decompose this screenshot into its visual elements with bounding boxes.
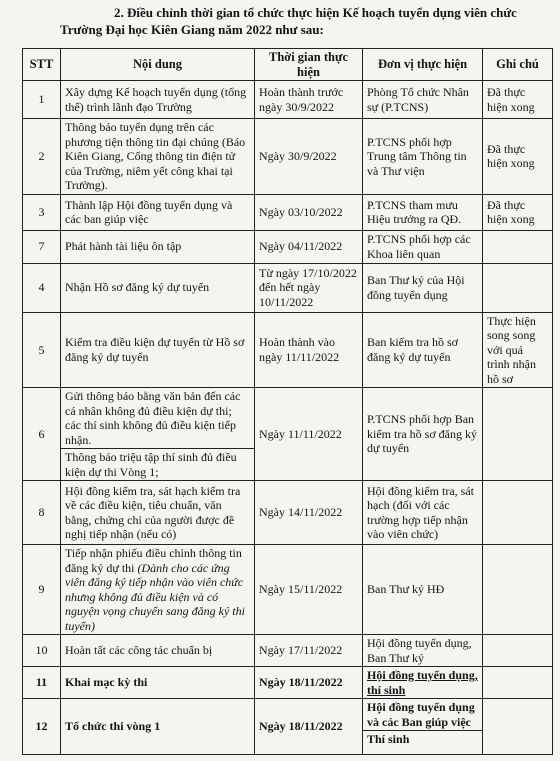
row-content: Thành lập Hội đồng tuyển dụng và các ban giúp việc — [61, 194, 255, 230]
row-unit: Hội đồng tuyển dụng, thí sinh — [363, 667, 483, 699]
row-stt: 12 — [23, 699, 61, 755]
row-content: Nhận Hồ sơ đăng ký dự tuyển — [61, 263, 255, 312]
row-unit: Ban Thư ký HĐ — [363, 545, 483, 635]
row-note — [483, 388, 553, 481]
table-row — [23, 635, 553, 667]
header-unit: Đơn vị thực hiện — [363, 49, 483, 81]
row-unit: Phòng Tổ chức Nhân sự (P.TCNS) — [363, 81, 483, 119]
row-time: Ngày 30/9/2022 — [255, 119, 363, 195]
row-stt: 4 — [23, 263, 61, 312]
header-content: Nội dung — [61, 49, 255, 81]
header-note: Ghi chú — [483, 49, 553, 81]
heading-line-1: 2. Điều chỉnh thời gian tổ chức thực hiện Kế hoạch tuyển dụng viên chức — [114, 5, 517, 20]
heading-line-2: Trường Đại học Kiên Giang năm 2022 như sau: — [60, 22, 324, 37]
row-content-text: Tiếp nhận phiếu điều chỉnh thông tin đăng ký dự thi — [65, 546, 242, 575]
row-content: Xây dựng Kế hoạch tuyển dụng (tổng thể) trình lãnh đạo Trường — [61, 81, 255, 119]
table-row — [23, 699, 553, 755]
row-content — [61, 388, 255, 481]
row-stt: 3 — [23, 194, 61, 230]
row-note — [483, 545, 553, 635]
table-row — [23, 388, 553, 481]
row-stt: 10 — [23, 635, 61, 667]
row-note — [483, 230, 553, 263]
row-time: Ngày 11/11/2022 — [255, 388, 363, 481]
row-unit: Hội đồng kiểm tra, sát hạch (đối với các trường hợp tiếp nhận vào viên chức) — [363, 481, 483, 545]
row-content: Phát hành tài liệu ôn tập — [61, 230, 255, 263]
row-note — [483, 699, 553, 755]
row-stt: 11 — [23, 667, 61, 699]
table-row — [23, 119, 553, 195]
table-row — [23, 230, 553, 263]
row-content-part-2: Thông báo triệu tập thí sinh đủ điều kiện dự thi Vòng 1; — [65, 450, 237, 479]
row-time: Ngày 14/11/2022 — [255, 481, 363, 545]
row-unit: Ban kiểm tra hồ sơ đăng ký dự tuyển — [363, 312, 483, 388]
row-stt: 9 — [23, 545, 61, 635]
table-header-row — [23, 49, 553, 81]
row-note — [483, 635, 553, 667]
row-content: Thông báo tuyển dụng trên các phương tiện thông tin đại chúng (Báo Kiên Giang, Cổng thông tin điện tử của Trường, niêm yết công khai tại Trường). — [61, 119, 255, 195]
header-time: Thời gian thực hiện — [255, 49, 363, 81]
row-stt: 2 — [23, 119, 61, 195]
row-note — [483, 263, 553, 312]
row-time: Ngày 03/10/2022 — [255, 194, 363, 230]
row-content: Khai mạc kỳ thi — [61, 667, 255, 699]
row-stt: 6 — [23, 388, 61, 481]
row-unit: Hội đồng tuyển dụng, Ban Thư ký — [363, 635, 483, 667]
row-content — [61, 545, 255, 635]
row-unit — [363, 699, 483, 755]
table-row — [23, 312, 553, 388]
row-stt: 5 — [23, 312, 61, 388]
table-row — [23, 481, 553, 545]
table-row — [23, 667, 553, 699]
row-unit-part-1: Hội đồng tuyển dụng và các Ban giúp việc — [363, 699, 482, 731]
row-stt: 1 — [23, 81, 61, 119]
row-note: Thực hiện song song với quá trình nhận hồ sơ — [483, 312, 553, 388]
row-unit: Ban Thư ký của Hội đồng tuyển dụng — [363, 263, 483, 312]
row-stt: 8 — [23, 481, 61, 545]
row-time: Hoàn thành vào ngày 11/11/2022 — [255, 312, 363, 388]
table-row — [23, 194, 553, 230]
row-note: Đã thực hiện xong — [483, 119, 553, 195]
row-time: Hoàn thành trước ngày 30/9/2022 — [255, 81, 363, 119]
row-time: Từ ngày 17/10/2022 đến hết ngày 10/11/2022 — [255, 263, 363, 312]
row-time: Ngày 17/11/2022 — [255, 635, 363, 667]
row-note: Đã thực hiện xong — [483, 194, 553, 230]
row-time: Ngày 18/11/2022 — [255, 667, 363, 699]
row-time: Ngày 04/11/2022 — [255, 230, 363, 263]
row-unit: P.TCNS phối hợp Trung tâm Thông tin và Thư viện — [363, 119, 483, 195]
row-stt: 7 — [23, 230, 61, 263]
row-unit: P.TCNS tham mưu Hiệu trưởng ra QĐ. — [363, 194, 483, 230]
row-time: Ngày 18/11/2022 — [255, 699, 363, 755]
row-content: Hội đồng kiểm tra, sát hạch kiểm tra về các điều kiện, tiêu chuẩn, văn bằng, chứng chỉ của người được đề nghị tiếp nhận (nếu có) — [61, 481, 255, 545]
row-note — [483, 667, 553, 699]
row-unit-part-2: Thí sinh — [367, 732, 410, 746]
row-content: Kiểm tra điều kiện dự tuyển từ Hồ sơ đăng ký dự tuyển — [61, 312, 255, 388]
row-content-italic: (Dành cho các ứng viên đăng ký tiếp nhận vào viên chức nhưng không đủ điều kiện và có nguyện vọng chuyển sang đăng ký thi tuyển) — [65, 560, 245, 633]
table-row — [23, 81, 553, 119]
row-content: Hoàn tất các công tác chuẩn bị — [61, 635, 255, 667]
row-content: Tổ chức thi vòng 1 — [61, 699, 255, 755]
row-note: Đã thực hiện xong — [483, 81, 553, 119]
row-content-part-1: Gửi thông báo bằng văn bản đến các cá nhân không đủ điều kiện dự thi; các thí sinh không đủ điều kiện tiếp nhận. — [61, 388, 254, 449]
section-heading — [24, 4, 544, 38]
schedule-table — [22, 48, 553, 755]
row-unit: P.TCNS phối hợp các Khoa liên quan — [363, 230, 483, 263]
table-row — [23, 545, 553, 635]
header-stt: STT — [23, 49, 61, 81]
row-unit: P.TCNS phối hợp Ban kiểm tra hồ sơ đăng ký dự tuyển — [363, 388, 483, 481]
row-note — [483, 481, 553, 545]
row-time: Ngày 15/11/2022 — [255, 545, 363, 635]
table-row — [23, 263, 553, 312]
